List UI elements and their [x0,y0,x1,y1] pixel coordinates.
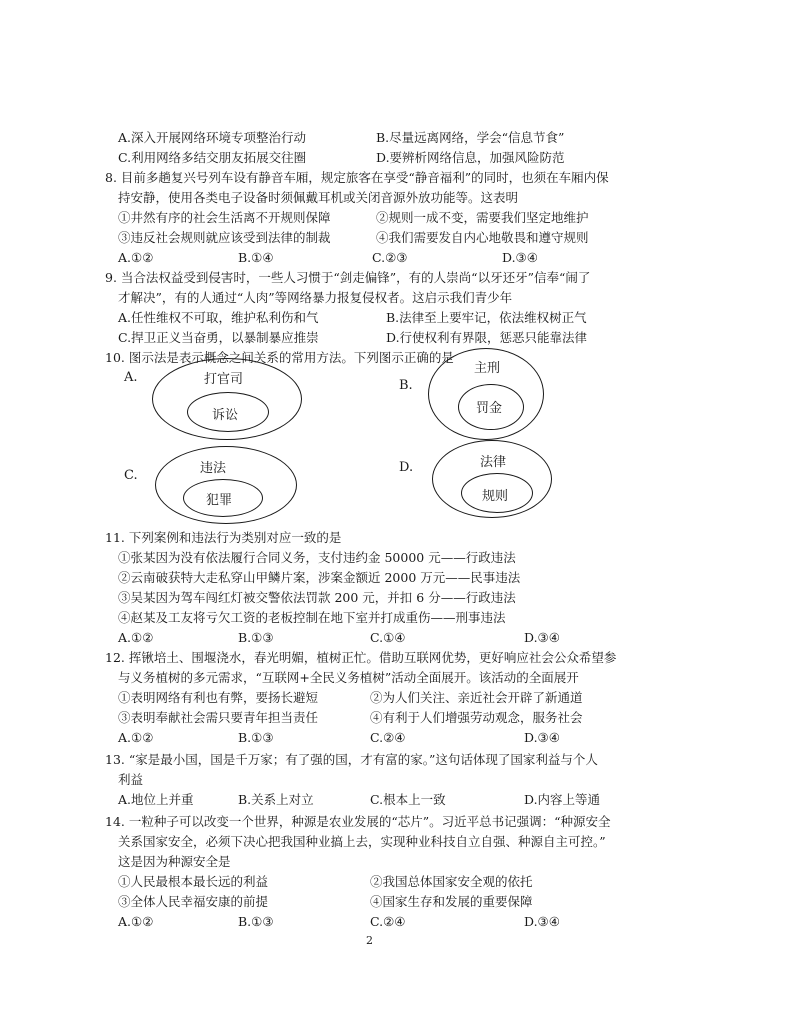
q14-option-c: C.②④ [370,914,406,929]
q12-stem-line2: 与义务植树的多元需求，“互联网+全民义务植树”活动全面展开。该活动的全面展开 [118,670,579,685]
q13-option-c: C.根本上一致 [370,792,446,807]
q8-statement-1: ①井然有序的社会生活离不开规则保障 [118,210,331,225]
q14-stem-line2: 关系国家安全，必须下决心把我国种业搞上去，实现种业科技自立自强、种源自主可控。” [118,834,606,849]
q10-diagram-a-label: A. [124,370,138,385]
q8-option-b: B.①④ [238,250,274,265]
q8-statement-2: ②规则一成不变，需要我们坚定地维护 [376,210,589,225]
q14-statement-2: ②我国总体国家安全观的依托 [370,874,533,889]
q10-stem: 10. 图示法是表示概念之间关系的常用方法。下列图示正确的是 [105,350,454,365]
q10-diagram-b-outer-text: 主刑 [474,361,501,376]
q11-option-d: D.③④ [524,630,560,645]
q8-statement-3: ③违反社会规则就应该受到法律的制裁 [118,230,331,245]
q10-diagram-b-inner-text: 罚金 [476,401,503,416]
q7-option-c: C.利用网络多结交朋友拓展交往圈 [118,150,307,165]
q9-stem-line1: 9. 当合法权益受到侵害时，一些人习惯于“剑走偏锋”，有的人崇尚“以牙还牙”信奉“闹了 [105,270,591,285]
q10-diagram-a-inner-text: 诉讼 [212,408,239,423]
q12-statement-4: ④有利于人们增强劳动观念，服务社会 [370,710,583,725]
q12-statement-2: ②为人们关注、亲近社会开辟了新通道 [370,690,583,705]
q12-option-b: B.①③ [238,730,274,745]
q9-option-b: B.法律至上要牢记，依法维权树正气 [386,310,587,325]
q8-option-d: D.③④ [502,250,538,265]
q12-option-a: A.①② [118,730,154,745]
q14-statement-3: ③全体人民幸福安康的前提 [118,894,269,909]
q10-diagram-b-label: B. [399,378,413,393]
q9-option-a: A.任性维权不可取，维护私利伤和气 [118,310,319,325]
q10-diagram-d-inner-text: 规则 [482,489,509,504]
q12-option-d: D.③④ [524,730,560,745]
q9-option-d: D.行使权利有界限，惩恶只能靠法律 [386,330,588,345]
q12-stem-line1: 12. 挥锹培土、围堰浇水，春光明媚，植树正忙。借助互联网优势，更好响应社会公众希望参 [105,650,617,665]
q11-case-2: ②云南破获特大走私穿山甲鳞片案，涉案金额近 2000 万元——民事违法 [118,570,521,585]
q10-diagram-d-outer-text: 法律 [480,455,507,470]
q11-case-3: ③吴某因为驾车闯红灯被交警依法罚款 200 元，并扣 6 分——行政违法 [118,590,516,605]
q10-diagram-c-outer-text: 违法 [200,461,227,476]
q13-option-b: B.关系上对立 [238,792,314,807]
q11-option-c: C.①④ [370,630,406,645]
q7-option-b: B.尽量远离网络，学会“信息节食” [376,130,565,145]
q14-stem-line1: 14. 一粒种子可以改变一个世界，种源是农业发展的“芯片”。习近平总书记强调：“种源安全 [105,814,611,829]
q14-option-d: D.③④ [524,914,560,929]
q10-diagram-c-inner-text: 犯罪 [206,493,233,508]
q11-case-4: ④赵某及工友将亏欠工资的老板控制在地下室并打成重伤——刑事违法 [118,610,506,625]
q8-stem-line1: 8. 目前多趟复兴号列车设有静音车厢，规定旅客在享受“静音福利”的同时，也须在车厢内保 [105,170,609,185]
q7-option-a: A.深入开展网络环境专项整治行动 [118,130,307,145]
q11-stem: 11. 下列案例和违法行为类别对应一致的是 [105,530,342,545]
q11-option-b: B.①③ [238,630,274,645]
q13-option-d: D.内容上等通 [524,792,601,807]
q10-diagram-a-outer-text: 打官司 [204,372,244,387]
q12-statement-3: ③表明奉献社会需只要青年担当责任 [118,710,319,725]
q9-stem-line2: 才解决”，有的人通过“人肉”等网络暴力报复侵权者。这启示我们青少年 [118,290,513,305]
q13-stem-line2: 利益 [118,772,144,787]
q14-option-b: B.①③ [238,914,274,929]
q12-statement-1: ①表明网络有利也有弊，要扬长避短 [118,690,319,705]
q14-statement-4: ④国家生存和发展的重要保障 [370,894,533,909]
q8-option-c: C.②③ [372,250,408,265]
q8-statement-4: ④我们需要发自内心地敬畏和遵守规则 [376,230,589,245]
q14-stem-line3: 这是因为种源安全是 [118,854,231,869]
q11-option-a: A.①② [118,630,154,645]
q8-stem-line2: 持安静，使用各类电子设备时须佩戴耳机或关闭音源外放功能等。这表明 [118,190,519,205]
q9-option-c: C.捍卫正义当奋勇，以暴制暴应推崇 [118,330,319,345]
q12-option-c: C.②④ [370,730,406,745]
page-number: 2 [366,934,373,947]
q7-option-d: D.要辨析网络信息，加强风险防范 [376,150,565,165]
q13-option-a: A.地位上并重 [118,792,194,807]
q13-stem-line1: 13. “家是最小国，国是千万家；有了强的国，才有富的家。”这句话体现了国家利益与个人 [105,752,598,767]
q11-case-1: ①张某因为没有依法履行合同义务，支付违约金 50000 元——行政违法 [118,550,516,565]
q14-option-a: A.①② [118,914,154,929]
q10-diagram-c-label: C. [124,468,138,483]
q10-diagram-d-label: D. [399,460,414,475]
q14-statement-1: ①人民最根本最长远的利益 [118,874,269,889]
q8-option-a: A.①② [118,250,154,265]
